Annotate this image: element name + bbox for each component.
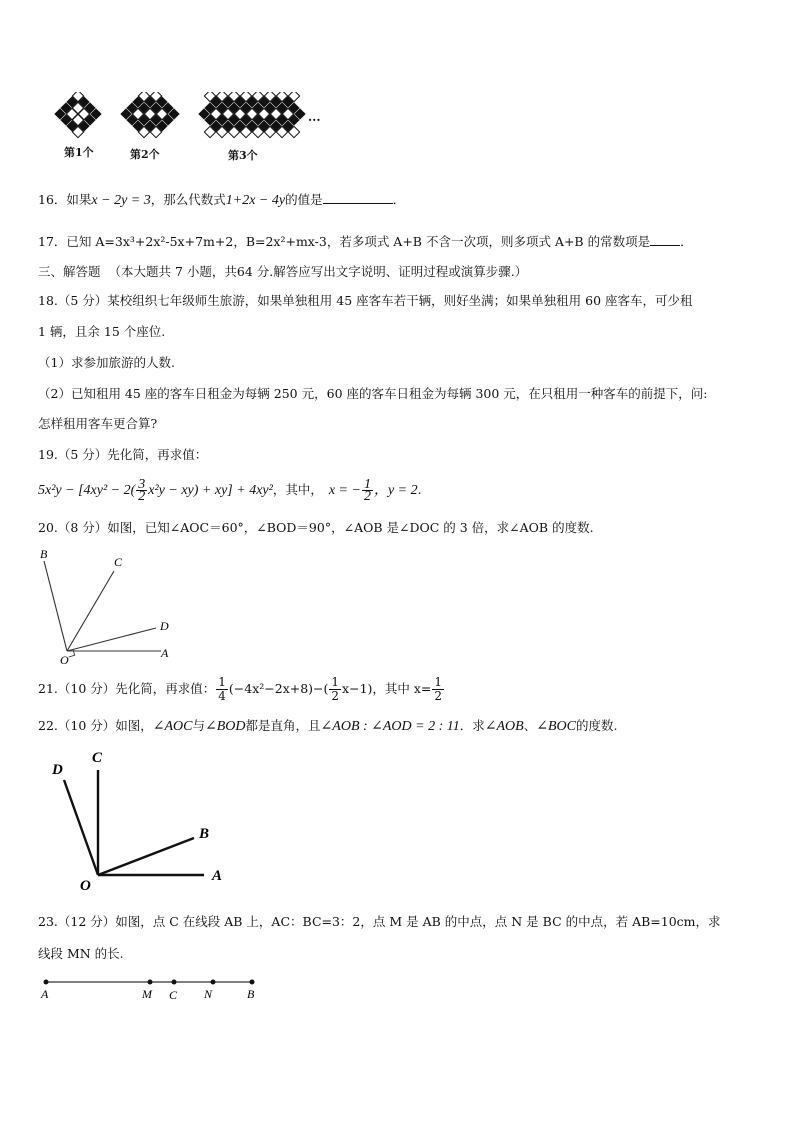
question-22: 22.（10 分）如图，∠AOC与∠BOD都是直角，且∠AOB : ∠AOD = 2 : 11．求∠AOB、∠BOC的度数. — [38, 718, 618, 734]
q16-expression: 1+2x − 4y — [225, 193, 286, 208]
section-heading: 三、解答题 （本大题共 7 小题，共64 分.解答应写出文字说明、证明过程或演算步骤.） — [38, 264, 528, 279]
answer-blank[interactable] — [323, 203, 393, 204]
point-b — [250, 980, 255, 985]
label-b: B — [247, 987, 255, 1001]
question-18-line2: 1 辆，且余 15 个座位. — [38, 324, 166, 339]
label-c: C — [92, 750, 103, 766]
q23-figure — [36, 972, 266, 1006]
right-angle-diagram — [44, 742, 244, 892]
label-c: C — [114, 555, 123, 569]
question-18-sub2-line1: （2）已知租用 45 座的客车日租金为每辆 250 元，60 座的客车日租金为每辆 300 元，在只租用一种客车的前提下，问: — [38, 386, 708, 401]
point-m — [148, 980, 153, 985]
question-23-line2: 线段 MN 的长. — [38, 946, 124, 961]
question-19-expression: 5x²y − [4xy² − 2( $\frac{3}{2}$ x²y − xy) + xy] + 4xy²，其中， x = − $\frac{1}{2}$ ，y = 2. — [38, 477, 422, 504]
question-18-sub1: （1）求参加旅游的人数. — [38, 355, 175, 370]
point-c — [172, 980, 177, 985]
question-20: 20.（8 分）如图，已知∠AOC＝60°，∠BOD＝90°，∠AOB 是∠DOC 的 3 倍，求∠AOB 的度数. — [38, 520, 594, 535]
answer-blank[interactable] — [650, 245, 680, 246]
label-c: C — [169, 988, 178, 1002]
question-19-line1: 19.（5 分）先化简，再求值： — [38, 447, 208, 462]
label-n: N — [204, 987, 213, 1001]
ray-ob — [98, 838, 194, 875]
pattern-caption-1: 第1个 — [64, 146, 94, 159]
q22-figure — [44, 742, 244, 892]
label-d: D — [52, 762, 63, 778]
question-21: 21.（10 分）先化简，再求值： $\frac{1}{4}$ (−4x²−2x+8)−( $\frac{1}{2}$ x−1)，其中 x= $\frac{1}{2}$ — [38, 675, 443, 703]
label-b: B — [40, 547, 48, 561]
ray-od — [67, 628, 156, 651]
label-o: O — [60, 653, 69, 665]
label-b: B — [199, 826, 210, 842]
question-23-line1: 23.（12 分）如图，点 C 在线段 AB 上，AC：BC=3：2，点 M 是 AB 的中点，点 N 是 BC 的中点，若 AB=10cm，求 — [38, 914, 721, 929]
label-a: A — [161, 646, 169, 660]
label-a: A — [41, 987, 49, 1001]
label-d: D — [160, 619, 169, 633]
ray-ob — [44, 561, 67, 651]
ray-od — [64, 780, 98, 875]
q20-figure — [36, 545, 176, 665]
pattern-ellipsis: ··· — [308, 113, 321, 127]
pattern-figure — [50, 92, 340, 162]
segment-diagram — [36, 972, 266, 1006]
pattern-caption-2: 第2个 — [130, 148, 160, 161]
question-16: 16．如果x − 2y = 3，那么代数式1+2x − 4y的值是 ． — [38, 192, 406, 208]
point-a — [44, 980, 49, 985]
ray-oc — [67, 571, 114, 651]
angle-diagram — [36, 545, 176, 665]
label-m: M — [142, 987, 152, 1001]
point-n — [211, 980, 216, 985]
question-18-line1: 18.（5 分）某校组织七年级师生旅游，如果单独租用 45 座客车若干辆，则好坐满；如果单独租用 60 座客车，可少租 — [38, 293, 693, 308]
question-18-sub2-line2: 怎样租用客车更合算? — [38, 416, 158, 431]
q16-condition: x − 2y = 3 — [91, 193, 151, 208]
label-a: A — [212, 868, 223, 884]
question-17: 17．已知 A=3x³+2x²-5x+7m+2，B=2x²+mx-3，若多项式 A+B 不含一次项，则多项式 A+B 的常数项是 ． — [38, 234, 693, 249]
pattern-caption-3: 第3个 — [228, 149, 258, 162]
label-o: O — [80, 878, 91, 892]
